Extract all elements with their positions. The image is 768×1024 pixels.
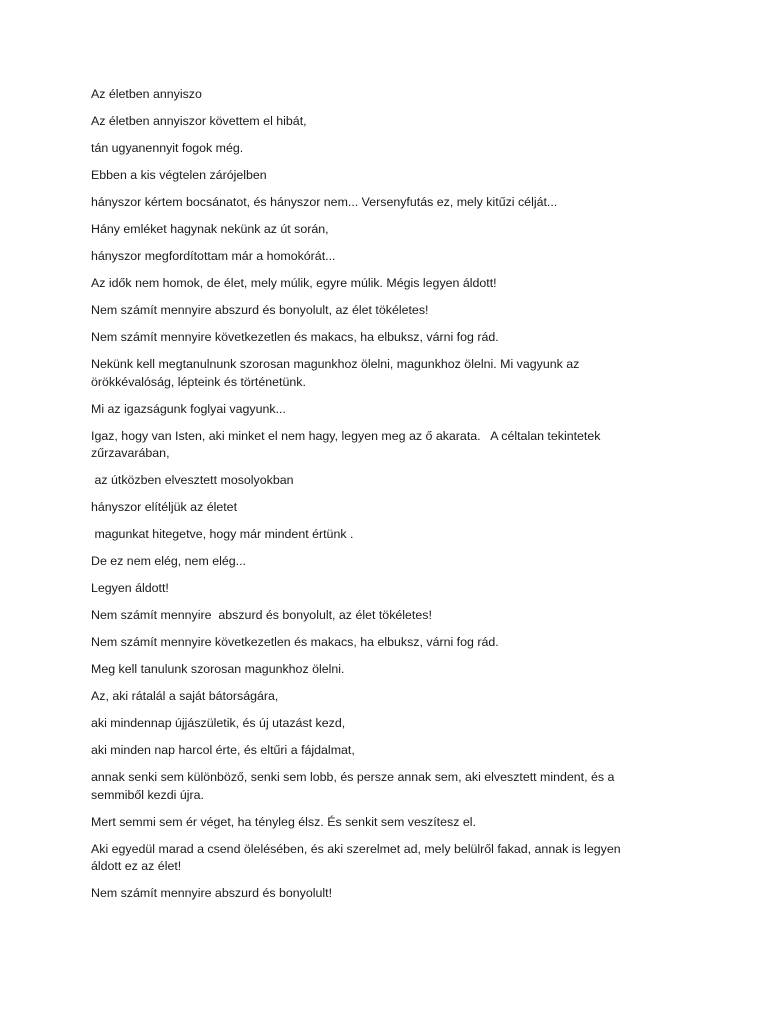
paragraph: Nem számít mennyire abszurd és bonyolult, az élet tökéletes! [91, 303, 429, 317]
paragraph: hányszor megfordítottam már a homokórát... [91, 249, 336, 263]
paragraph: hányszor kértem bocsánatot, és hányszor nem... Versenyfutás ez, mely kitűzi célját... [91, 195, 558, 209]
paragraph: Aki egyedül marad a csend ölelésében, és aki szerelmet ad, mely belülről fakad, annak is legyen áldott ez az élet! [91, 841, 625, 873]
paragraph: Az életben annyiszor követtem el hibát, [91, 114, 307, 128]
paragraph: aki mindennap újjászületik, és új utazást kezd, [91, 716, 346, 730]
paragraph: az útközben elvesztett mosolyokban [91, 473, 294, 487]
paragraph: Legyen áldott! [91, 581, 169, 595]
document-title: Az életben annyiszo [91, 87, 202, 101]
paragraph: Nem számít mennyire következetlen és makacs, ha elbuksz, várni fog rád. [91, 635, 499, 649]
paragraph: aki minden nap harcol érte, és eltűri a fájdalmat, [91, 743, 355, 757]
paragraph: Az idők nem homok, de élet, mely múlik, egyre múlik. Mégis legyen áldott! [91, 276, 497, 290]
paragraph: Meg kell tanulunk szorosan magunkhoz ölelni. [91, 662, 345, 676]
document-body [91, 86, 651, 912]
paragraph: hányszor elítéljük az életet [91, 500, 238, 514]
paragraph: Nekünk kell megtanulnunk szorosan magunkhoz ölelni, magunkhoz ölelni. Mi vagyunk az örökkévalóság, lépteink és történetünk. [91, 357, 583, 389]
paragraph: Mi az igazságunk foglyai vagyunk... [91, 401, 286, 416]
paragraph: Nem számít mennyire következetlen és makacs, ha elbuksz, várni fog rád. [91, 330, 499, 344]
paragraph: Mert semmi sem ér véget, ha tényleg élsz. És senkit sem veszítesz el. [91, 814, 476, 829]
paragraph: tán ugyanennyit fogok még. [91, 141, 244, 155]
paragraph: De ez nem elég, nem elég... [91, 554, 246, 568]
paragraph: Nem számít mennyire abszurd és bonyolult! [91, 886, 333, 900]
paragraph: magunkat hitegetve, hogy már mindent értünk . [91, 527, 354, 541]
paragraph: Igaz, hogy van Isten, aki minket el nem hagy, legyen meg az ő akarata. A céltalan tekintetek zűrzavarában, [91, 428, 604, 460]
paragraph: Ebben a kis végtelen zárójelben [91, 168, 267, 182]
paragraph: Nem számít mennyire abszurd és bonyolult, az élet tökéletes! [91, 608, 432, 622]
paragraph: annak senki sem különböző, senki sem lobb, és persze annak sem, aki elvesztett mindent, és a semmiből kezdi újra. [91, 770, 618, 802]
paragraph: Az, aki rátalál a saját bátorságára, [91, 689, 279, 703]
paragraph: Hány emléket hagynak nekünk az út során, [91, 222, 329, 236]
